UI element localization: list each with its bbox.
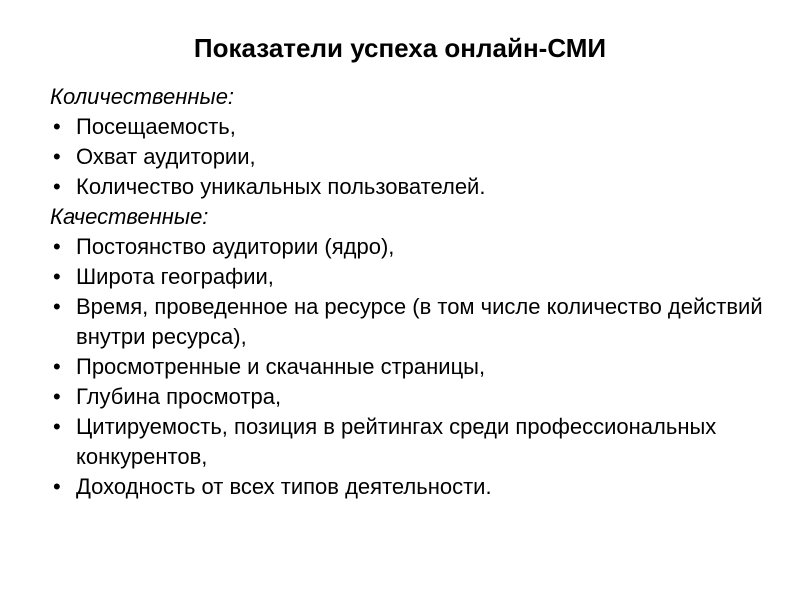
list-item-text: Постоянство аудитории (ядро), [76, 234, 395, 259]
list-item-text: Время, проведенное на ресурсе (в том числе количество действий внутри ресурса), [76, 294, 763, 349]
bullet-list-quantitative [50, 112, 770, 202]
bullet-icon: • [53, 144, 61, 169]
list-item [50, 262, 770, 292]
bullet-icon: • [53, 294, 61, 319]
list-item [50, 292, 770, 352]
list-item-text: Цитируемость, позиция в рейтингах среди профессиональных конкурентов, [76, 414, 717, 469]
bullet-list-qualitative [50, 232, 770, 502]
section-heading-qualitative: Качественные: [50, 204, 209, 229]
list-item-text: Количество уникальных пользователей. [76, 174, 486, 199]
bullet-icon: • [53, 234, 61, 259]
list-item [50, 382, 770, 412]
bullet-icon: • [53, 474, 61, 499]
list-item [50, 112, 770, 142]
list-item-text: Посещаемость, [76, 114, 236, 139]
list-item-text: Охват аудитории, [76, 144, 256, 169]
list-item [50, 142, 770, 172]
bullet-icon: • [53, 354, 61, 379]
bullet-icon: • [53, 264, 61, 289]
list-item-text: Просмотренные и скачанные страницы, [76, 354, 486, 379]
list-item-text: Доходность от всех типов деятельности. [76, 474, 492, 499]
list-item-text: Широта географии, [76, 264, 274, 289]
list-item [50, 412, 770, 472]
slide-title: Показатели успеха онлайн-СМИ [193, 33, 607, 63]
list-item [50, 172, 770, 202]
slide-body [50, 82, 770, 502]
bullet-icon: • [53, 414, 61, 439]
bullet-icon: • [53, 384, 61, 409]
list-item [50, 232, 770, 262]
section-heading-quantitative: Количественные: [50, 84, 235, 109]
bullet-icon: • [53, 174, 61, 199]
bullet-icon: • [53, 114, 61, 139]
list-item [50, 472, 770, 502]
list-item-text: Глубина просмотра, [76, 384, 282, 409]
list-item [50, 352, 770, 382]
